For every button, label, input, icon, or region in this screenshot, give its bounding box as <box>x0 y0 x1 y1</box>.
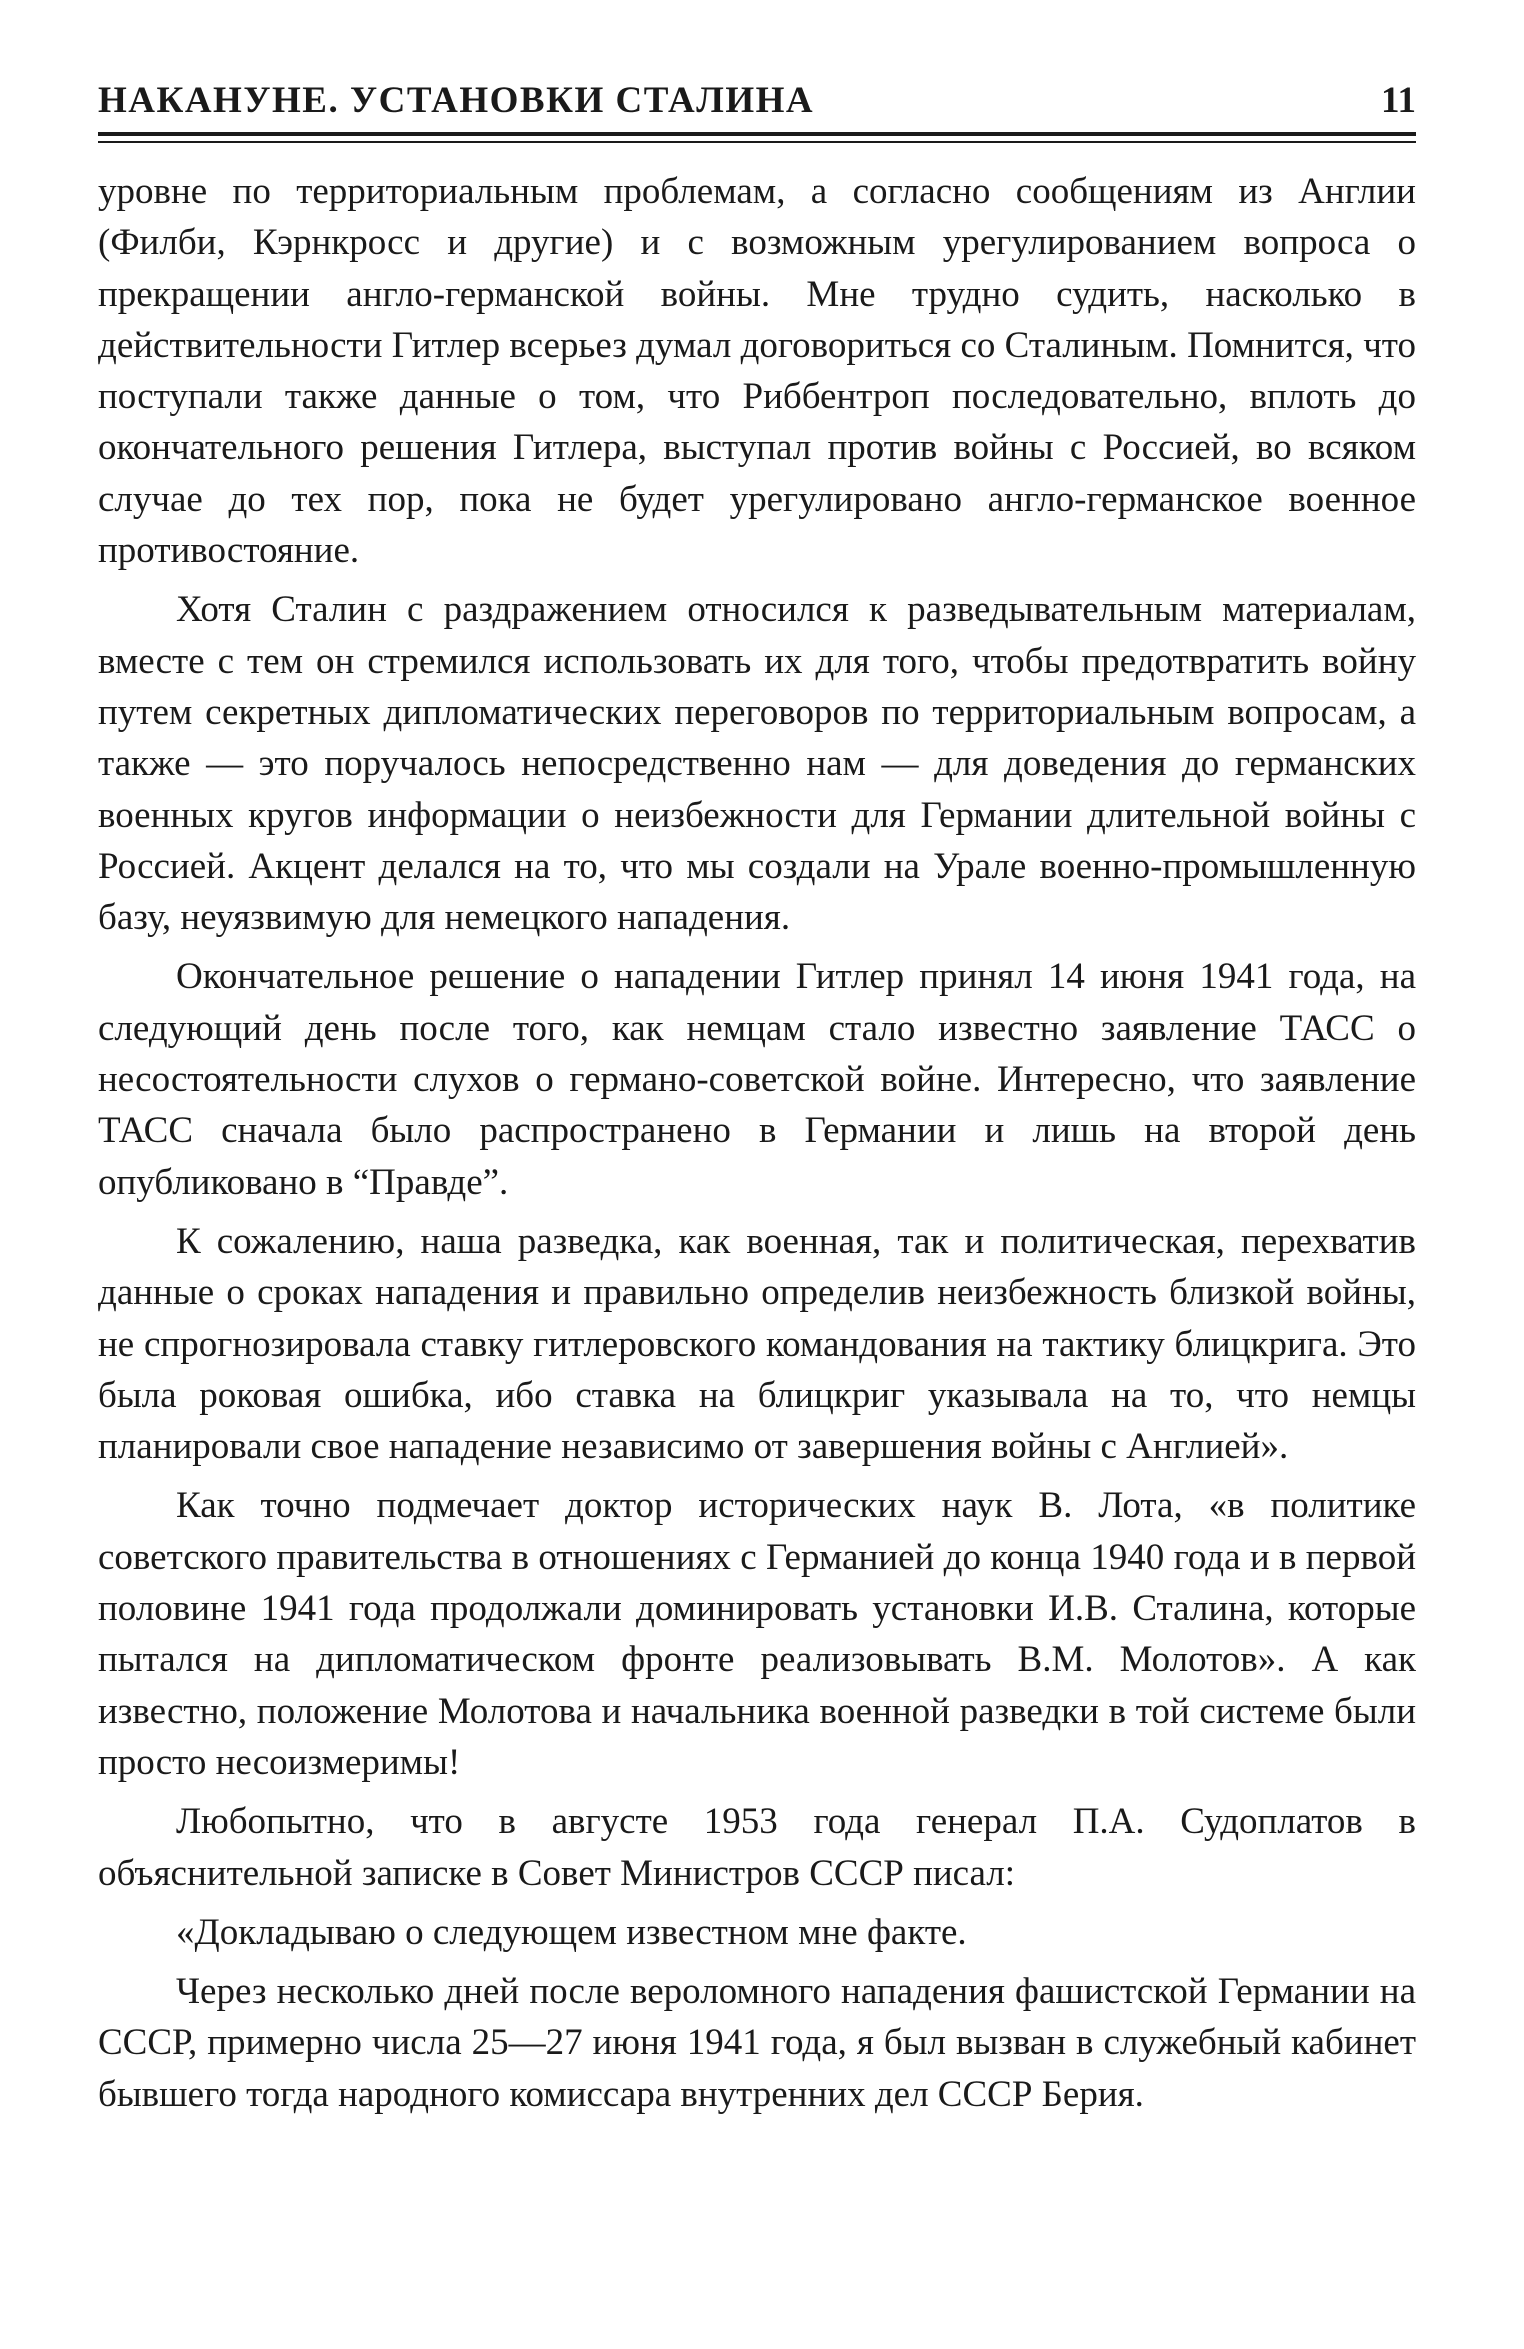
paragraph-report-start: «Докладываю о следующем известном мне факте. <box>176 1911 967 1953</box>
page-number: 11 <box>1381 80 1416 121</box>
page-header <box>98 76 1416 126</box>
header-rule-thick <box>98 132 1416 136</box>
header-rule-thin <box>98 141 1416 143</box>
paragraph-final-decision: Окончательное решение о нападении Гитлер принял 14 июня 1941 года, на следующий день после того, как немцам стало известно заявление ТАСС о несостоятельности слухов о германо-советской войне. Интересно, что заявление ТАСС сначала было распространено в Германии и лишь на второй день опубликовано в “Правде”. <box>98 956 1416 1203</box>
paragraph-sudoplatov: Любопытно, что в августе 1953 года генерал П.А. Судоплатов в объяснительной записке в Совет Министров СССР писал: <box>98 1801 1416 1894</box>
paragraph-beria: Через несколько дней после вероломного нападения фашистской Германии на СССР, примерно числа 25—27 июня 1941 года, я был вызван в служебный кабинет бывшего тогда народного комиссара внутренних дел СССР Берия. <box>98 1971 1416 2115</box>
paragraph-stalin-intelligence: Хотя Сталин с раздражением относился к разведывательным материалам, вместе с тем он стремился использовать их для того, чтобы предотвратить войну путем секретных дипломатических переговоров по территориальным вопросам, а также — это поручалось непосредственно нам — для доведения до германских военных кругов информации о неизбежности для Германии длительной войны с Россией. Акцент делался на то, что мы создали на Урале военно-промышленную базу, неуязвимую для немецкого нападения. <box>98 589 1416 939</box>
paragraph-lota-quote: Как точно подмечает доктор исторических наук В. Лота, «в политике советского правительства в отношениях с Германией до конца 1940 года и в первой половине 1941 года продолжали доминировать установки И.В. Сталина, которые пытался на дипломатическом фронте реализовывать В.М. Молотов». А как известно, положение Молотова и начальника военной разведки в той системе были просто несоизмеримы! <box>98 1485 1416 1783</box>
paragraph-continuation: уровне по территориальным проблемам, а согласно сообщениям из Англии (Филби, Кэрнкросс и другие) и с возможным урегулированием вопроса о прекращении англо-германской войны. Мне трудно судить, насколько в действительности Гитлер всерьез думал договориться со Сталиным. Помнится, что поступали также данные о том, что Риббентроп последовательно, вплоть до окончательного решения Гитлера, выступал против войны с Россией, во всяком случае до тех пор, пока не будет урегулировано англо-германское военное противостояние. <box>98 171 1416 572</box>
running-head: НАКАНУНЕ. УСТАНОВКИ СТАЛИНА <box>98 80 815 121</box>
paragraph-blitzkrieg: К сожалению, наша разведка, как военная, так и политическая, перехватив данные о сроках нападения и правильно определив неизбежность близкой войны, не спрогнозировала ставку гитлеровского командования на тактику блицкрига. Это была роковая ошибка, ибо ставка на блицкриг указывала на то, что немцы планировали свое нападение независимо от завершения войны с Англией». <box>98 1220 1416 1468</box>
body-text <box>98 166 1416 2120</box>
